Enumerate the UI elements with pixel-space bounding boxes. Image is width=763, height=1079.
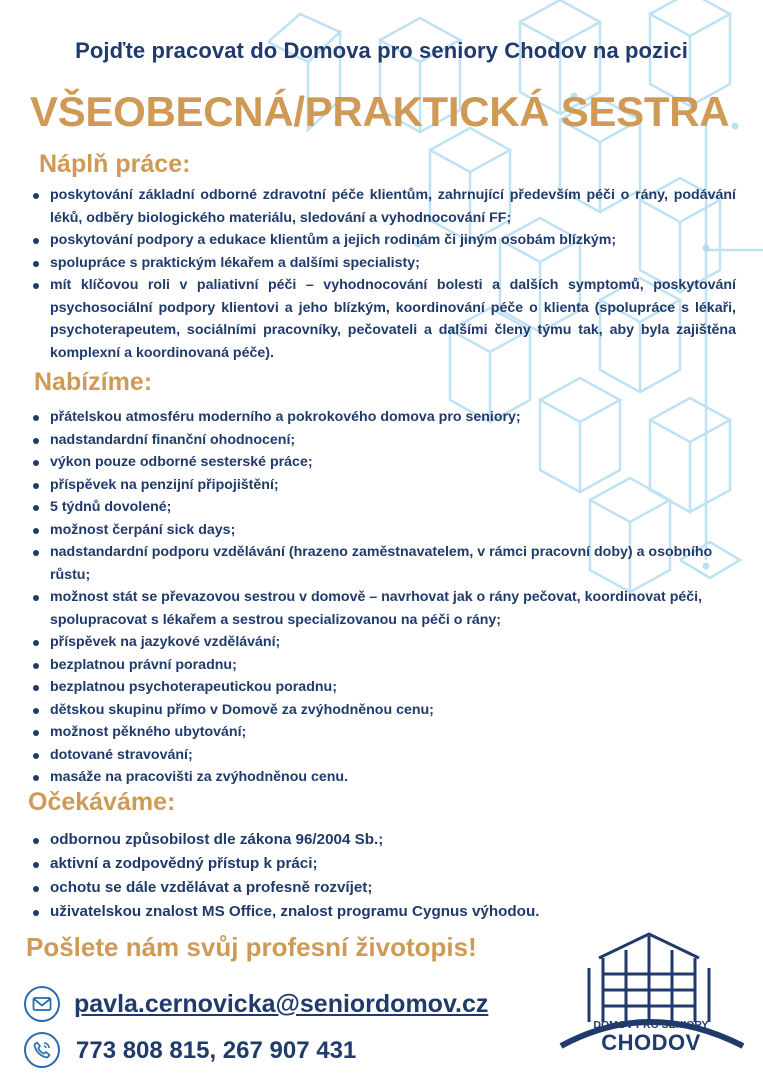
- envelope-icon: [24, 986, 60, 1022]
- intro-heading: Pojďte pracovat do Domova pro seniory Chodov na pozici: [75, 38, 688, 63]
- expect-list: [32, 828, 722, 924]
- list-item: poskytování podpory a edukace klientům a jejich rodinám či jiným osobám blízkým;: [32, 229, 736, 252]
- cta-heading: Pošlete nám svůj profesní životopis!: [26, 932, 477, 962]
- list-item: dotované stravování;: [32, 744, 722, 767]
- list-item: výkon pouze odborné sesterské práce;: [32, 451, 722, 474]
- list-item: možnost čerpání sick days;: [32, 519, 722, 542]
- offer-list: [32, 406, 722, 789]
- list-item: aktivní a zodpovědný přístup k práci;: [32, 852, 722, 876]
- list-item: mít klíčovou roli v paliativní péči – vyhodnocování bolesti a dalších symptomů, poskytování psychosociální podpory klientovi a jeho blízkým, koordinování péče o klienta (spolupráce s lékaři, psychoterapeutem, sociálními pracovníky, pečovateli a dalšími členy týmu tak, aby byla zajištěna komplexní a koordinovaná péče).: [32, 274, 736, 364]
- list-item: uživatelskou znalost MS Office, znalost programu Cygnus výhodou.: [32, 900, 722, 924]
- list-item: odbornou způsobilost dle zákona 96/2004 Sb.;: [32, 828, 722, 852]
- list-item: nadstandardní podporu vzdělávání (hrazeno zaměstnavatelem, v rámci pracovní doby) a osobního růstu;: [32, 541, 722, 586]
- expect-heading: Očekáváme:: [28, 788, 176, 816]
- list-item: možnost pěkného ubytování;: [32, 721, 722, 744]
- phone-icon: [24, 1032, 60, 1068]
- list-item: přátelskou atmosféru moderního a pokrokového domova pro seniory;: [32, 406, 722, 429]
- list-item: ochotu se dále vzdělávat a profesně rozvíjet;: [32, 876, 722, 900]
- phone-number: 773 808 815, 267 907 431: [76, 1037, 357, 1064]
- list-item: nadstandardní finanční ohodnocení;: [32, 429, 722, 452]
- position-title: VŠEOBECNÁ/PRAKTICKÁ SESTRA: [30, 88, 730, 135]
- email-link[interactable]: pavla.cernovicka@seniordomov.cz: [74, 990, 489, 1018]
- list-item: bezplatnou psychoterapeutickou poradnu;: [32, 676, 722, 699]
- list-item: masáže na pracovišti za zvýhodněnou cenu.: [32, 766, 722, 789]
- offer-heading: Nabízíme:: [34, 368, 153, 396]
- list-item: spolupráce s praktickým lékařem a dalšími specialisty;: [32, 252, 736, 275]
- duties-heading: Náplň práce:: [39, 150, 191, 178]
- list-item: bezplatnou právní poradnu;: [32, 654, 722, 677]
- list-item: příspěvek na penzijní připojištění;: [32, 474, 722, 497]
- list-item: možnost stát se převazovou sestrou v domově – navrhovat jak o rány pečovat, koordinovat péči, spolupracovat s lékařem a sestrou specializovanou na péči o rány;: [32, 586, 722, 631]
- organization-logo: [553, 928, 749, 1060]
- logo-subtitle: DOMOV PRO SENIORY: [593, 1019, 709, 1031]
- logo-name: CHODOV: [601, 1030, 701, 1055]
- list-item: poskytování základní odborné zdravotní péče klientům, zahrnující především péči o rány, podávání léků, odběry biologického materiálu, sledování a vyhodnocování FF;: [32, 184, 736, 229]
- list-item: dětskou skupinu přímo v Domově za zvýhodněnou cenu;: [32, 699, 722, 722]
- list-item: příspěvek na jazykové vzdělávání;: [32, 631, 722, 654]
- duties-list: [32, 184, 736, 364]
- list-item: 5 týdnů dovolené;: [32, 496, 722, 519]
